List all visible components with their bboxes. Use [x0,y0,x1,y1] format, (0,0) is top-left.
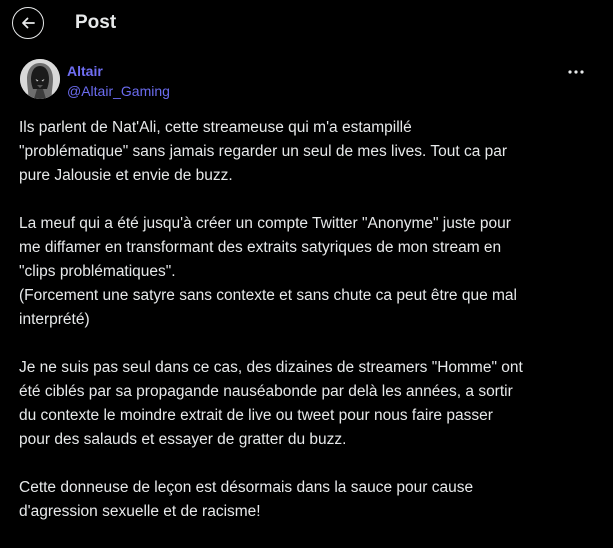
page-title: Post [75,12,117,33]
author-name[interactable]: Altair [67,63,103,79]
more-horizontal-icon [567,69,585,75]
post-paragraph-3: Je ne suis pas seul dans ce cas, des dizaines de streamers "Homme" ont été ciblés par sa propagande nauséabonde par delà les années, a sortir du contexte le moindre extrait de live ou tweet pour nous faire passer pour des salauds et essayer de gratter du buzz. [19,359,523,448]
arrow-left-icon [20,15,36,31]
back-button[interactable] [12,7,44,39]
more-options-button[interactable] [564,64,588,80]
post-paragraph-4: Cette donneuse de leçon est désormais dans la sauce pour cause d'agression sexuelle et de racisme! [19,479,474,520]
avatar[interactable] [20,59,60,99]
post-header [0,0,613,46]
post-paragraph-1: Ils parlent de Nat'Ali, cette streameuse qui m'a estampillé "problématique" sans jamais regarder un seul de mes lives. Tout ca par pure Jalousie et envie de buzz. [19,119,508,184]
hooded-assassin-avatar-icon [20,59,60,99]
post-paragraph-2: La meuf qui a été jusqu'à créer un compte Twitter "Anonyme" juste pour me diffamer en transformant des extraits satyriques de mon stream en "clips problématiques". (Forcement une satyre sans contexte et sans chute ca peut être que mal interprété) [19,215,517,328]
author-handle[interactable]: @Altair_Gaming [67,83,170,99]
post-text [19,116,604,548]
